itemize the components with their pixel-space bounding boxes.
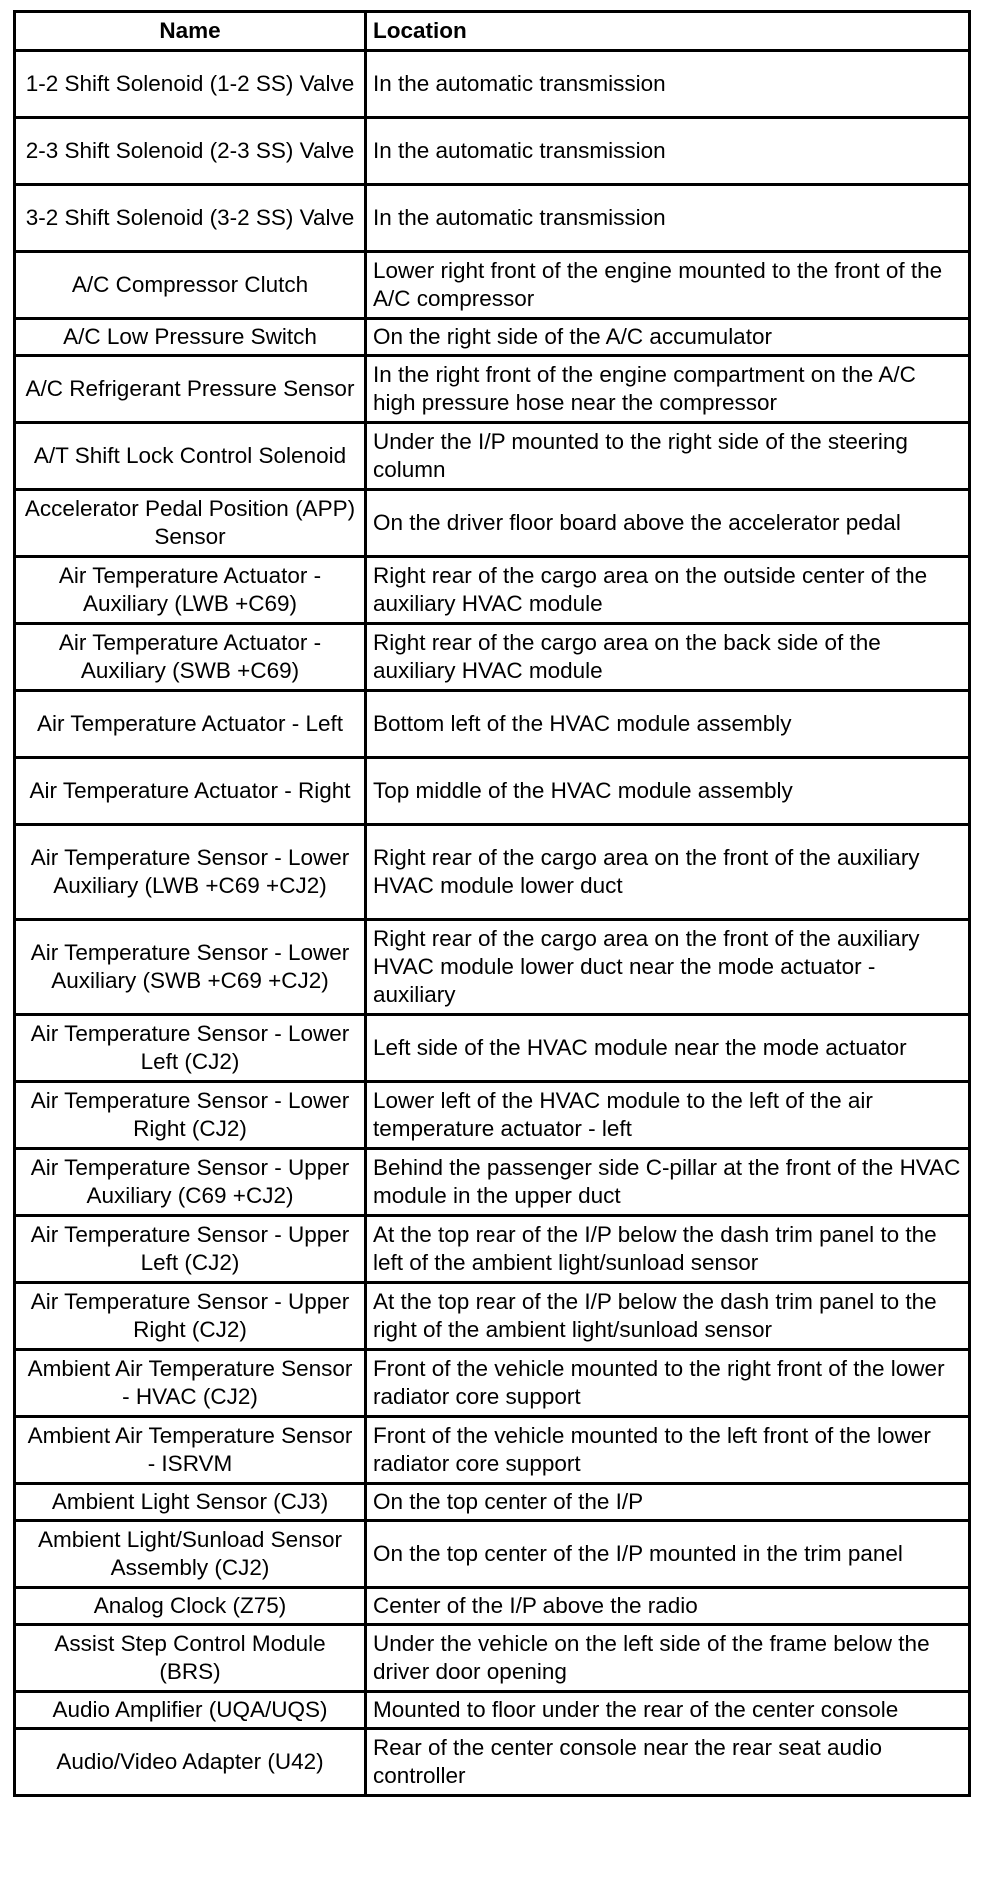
component-name-cell: A/C Compressor Clutch [15, 252, 366, 319]
component-location-cell: In the automatic transmission [366, 185, 970, 252]
column-header-location: Location [366, 12, 970, 51]
component-name-cell: Air Temperature Sensor - Lower Auxiliary (LWB +C69 +CJ2) [15, 825, 366, 920]
table-row [15, 1625, 970, 1692]
component-name-cell: Air Temperature Sensor - Lower Auxiliary (SWB +C69 +CJ2) [15, 920, 366, 1015]
column-header-name: Name [15, 12, 366, 51]
table-row [15, 252, 970, 319]
component-location-cell: On the driver floor board above the accelerator pedal [366, 490, 970, 557]
component-name-cell: Air Temperature Actuator - Auxiliary (SWB +C69) [15, 624, 366, 691]
table-row [15, 1588, 970, 1625]
component-name-cell: Air Temperature Actuator - Left [15, 691, 366, 758]
component-location-cell: Center of the I/P above the radio [366, 1588, 970, 1625]
component-location-cell: Rear of the center console near the rear seat audio controller [366, 1729, 970, 1796]
component-location-cell: Mounted to floor under the rear of the center console [366, 1692, 970, 1729]
component-name-cell: Audio Amplifier (UQA/UQS) [15, 1692, 366, 1729]
component-name-cell: A/T Shift Lock Control Solenoid [15, 423, 366, 490]
component-location-cell: On the top center of the I/P mounted in the trim panel [366, 1521, 970, 1588]
table-row [15, 51, 970, 118]
component-location-cell: In the right front of the engine compartment on the A/C high pressure hose near the compressor [366, 356, 970, 423]
table-row [15, 118, 970, 185]
component-location-cell: On the right side of the A/C accumulator [366, 319, 970, 356]
component-location-cell: Left side of the HVAC module near the mode actuator [366, 1015, 970, 1082]
component-name-cell: A/C Refrigerant Pressure Sensor [15, 356, 366, 423]
table-row [15, 758, 970, 825]
component-name-cell: Ambient Air Temperature Sensor - HVAC (CJ2) [15, 1350, 366, 1417]
component-location-cell: Top middle of the HVAC module assembly [366, 758, 970, 825]
component-location-cell: Under the I/P mounted to the right side of the steering column [366, 423, 970, 490]
component-location-cell: At the top rear of the I/P below the dash trim panel to the left of the ambient light/sunload sensor [366, 1216, 970, 1283]
component-location-cell: Front of the vehicle mounted to the left front of the lower radiator core support [366, 1417, 970, 1484]
component-location-cell: Behind the passenger side C-pillar at the front of the HVAC module in the upper duct [366, 1149, 970, 1216]
table-row [15, 319, 970, 356]
component-name-cell: Air Temperature Actuator - Auxiliary (LWB +C69) [15, 557, 366, 624]
component-name-cell: Air Temperature Sensor - Lower Left (CJ2) [15, 1015, 366, 1082]
component-location-cell: Right rear of the cargo area on the back side of the auxiliary HVAC module [366, 624, 970, 691]
table-row [15, 1216, 970, 1283]
component-location-cell: Bottom left of the HVAC module assembly [366, 691, 970, 758]
table-row [15, 624, 970, 691]
component-name-cell: A/C Low Pressure Switch [15, 319, 366, 356]
table-row [15, 1521, 970, 1588]
component-location-cell: Lower right front of the engine mounted to the front of the A/C compressor [366, 252, 970, 319]
table-row [15, 1283, 970, 1350]
component-location-cell: At the top rear of the I/P below the dash trim panel to the right of the ambient light/sunload sensor [366, 1283, 970, 1350]
component-location-table [13, 10, 971, 1797]
table-row [15, 1484, 970, 1521]
table-row [15, 1082, 970, 1149]
table-row [15, 490, 970, 557]
table-row [15, 185, 970, 252]
component-location-cell: Under the vehicle on the left side of the frame below the driver door opening [366, 1625, 970, 1692]
table-row [15, 1149, 970, 1216]
component-location-cell: Right rear of the cargo area on the outside center of the auxiliary HVAC module [366, 557, 970, 624]
component-name-cell: Ambient Light Sensor (CJ3) [15, 1484, 366, 1521]
table-row [15, 356, 970, 423]
component-location-cell: Right rear of the cargo area on the front of the auxiliary HVAC module lower duct [366, 825, 970, 920]
table-row [15, 423, 970, 490]
component-location-cell: Lower left of the HVAC module to the left of the air temperature actuator - left [366, 1082, 970, 1149]
component-name-cell: Accelerator Pedal Position (APP) Sensor [15, 490, 366, 557]
table-row [15, 1417, 970, 1484]
component-name-cell: 2-3 Shift Solenoid (2-3 SS) Valve [15, 118, 366, 185]
component-name-cell: 1-2 Shift Solenoid (1-2 SS) Valve [15, 51, 366, 118]
table-row [15, 1350, 970, 1417]
table-row [15, 691, 970, 758]
table-body [15, 51, 970, 1796]
component-name-cell: Air Temperature Sensor - Lower Right (CJ2) [15, 1082, 366, 1149]
table-row [15, 825, 970, 920]
component-location-cell: In the automatic transmission [366, 51, 970, 118]
component-name-cell: Air Temperature Sensor - Upper Left (CJ2) [15, 1216, 366, 1283]
component-name-cell: Analog Clock (Z75) [15, 1588, 366, 1625]
component-name-cell: Air Temperature Sensor - Upper Auxiliary (C69 +CJ2) [15, 1149, 366, 1216]
table-row [15, 920, 970, 1015]
table-row [15, 1729, 970, 1796]
component-name-cell: Assist Step Control Module (BRS) [15, 1625, 366, 1692]
table-row [15, 557, 970, 624]
component-name-cell: Air Temperature Actuator - Right [15, 758, 366, 825]
table-row [15, 1692, 970, 1729]
component-name-cell: Air Temperature Sensor - Upper Right (CJ2) [15, 1283, 366, 1350]
component-name-cell: Ambient Light/Sunload Sensor Assembly (CJ2) [15, 1521, 366, 1588]
component-name-cell: Ambient Air Temperature Sensor - ISRVM [15, 1417, 366, 1484]
table-row [15, 1015, 970, 1082]
component-name-cell: 3-2 Shift Solenoid (3-2 SS) Valve [15, 185, 366, 252]
component-location-cell: Right rear of the cargo area on the front of the auxiliary HVAC module lower duct near the mode actuator - auxiliary [366, 920, 970, 1015]
component-location-cell: Front of the vehicle mounted to the right front of the lower radiator core support [366, 1350, 970, 1417]
component-location-cell: In the automatic transmission [366, 118, 970, 185]
component-name-cell: Audio/Video Adapter (U42) [15, 1729, 366, 1796]
component-location-cell: On the top center of the I/P [366, 1484, 970, 1521]
table-header-row [15, 12, 970, 51]
